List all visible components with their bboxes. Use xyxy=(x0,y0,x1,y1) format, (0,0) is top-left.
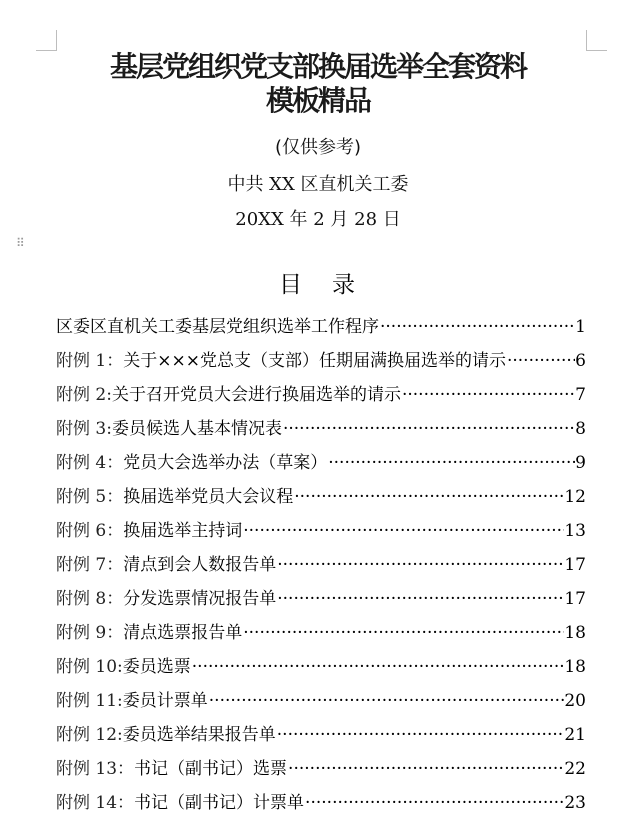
document-title-line-1: 基层党组织党支部换届选举全套资料 xyxy=(109,50,526,83)
toc-entry-prefix: 附例 4： xyxy=(56,453,124,473)
toc-entry-page: 7 xyxy=(575,385,586,405)
toc-entry-page: 12 xyxy=(564,487,586,507)
toc-entry-label xyxy=(56,656,191,678)
toc-entry-label xyxy=(56,758,287,780)
toc-entry-page: 17 xyxy=(564,589,586,609)
toc-entry-page: 1 xyxy=(575,317,586,337)
table-of-contents xyxy=(56,304,586,814)
toc-entry-prefix: 附例 2: xyxy=(56,385,112,405)
toc-entry-page: 21 xyxy=(564,725,586,745)
toc-entry[interactable] xyxy=(56,474,586,508)
toc-entry-prefix: 附例 14： xyxy=(56,793,135,813)
toc-entry-page: 13 xyxy=(564,521,586,541)
toc-entry-leader xyxy=(401,384,575,406)
toc-entry-label xyxy=(56,452,327,474)
toc-entry-prefix: 附例 9： xyxy=(56,623,124,643)
toc-entry-label xyxy=(56,350,506,372)
toc-entry-prefix: 附例 11: xyxy=(56,691,123,711)
toc-entry-leader xyxy=(379,316,575,338)
toc-entry-label xyxy=(56,418,282,440)
toc-entry-leader xyxy=(208,690,565,712)
crop-mark-top-left xyxy=(36,30,57,51)
toc-entry-text: 分发选票情况报告单 xyxy=(123,589,277,609)
toc-entry-label xyxy=(56,384,401,406)
toc-entry-label xyxy=(56,690,208,712)
toc-entry[interactable] xyxy=(56,508,586,542)
toc-entry-text: 委员候选人基本情况表 xyxy=(111,419,282,439)
toc-entry-prefix: 附例 6： xyxy=(56,521,124,541)
toc-entry-page: 23 xyxy=(564,793,586,813)
toc-entry[interactable] xyxy=(56,338,586,372)
toc-entry-leader xyxy=(191,656,565,678)
toc-entry-leader xyxy=(276,724,565,746)
toc-entry[interactable] xyxy=(56,610,586,644)
toc-entry-label xyxy=(56,520,242,542)
crop-mark-top-right xyxy=(586,30,607,51)
toc-entry-prefix: 附例 5： xyxy=(56,487,124,507)
toc-entry-text: 清点到会人数报告单 xyxy=(123,555,277,575)
toc-entry[interactable] xyxy=(56,542,586,576)
toc-entry[interactable] xyxy=(56,780,586,814)
toc-entry-leader xyxy=(293,486,564,508)
toc-entry-leader xyxy=(242,622,564,644)
toc-entry-page: 20 xyxy=(564,691,586,711)
toc-entry-prefix: 附例 7： xyxy=(56,555,124,575)
toc-entry-text: 换届选举主持词 xyxy=(123,521,243,541)
toc-entry-page: 6 xyxy=(575,351,586,371)
toc-entry-label xyxy=(56,724,276,746)
toc-entry-page: 8 xyxy=(575,419,586,439)
toc-entry-page: 17 xyxy=(564,555,586,575)
toc-entry-text: 关于召开党员大会进行换届选举的请示 xyxy=(111,385,401,405)
toc-entry-page: 22 xyxy=(564,759,586,779)
toc-entry-leader xyxy=(287,758,564,780)
drag-handle-icon[interactable]: ⠿ xyxy=(16,236,24,250)
toc-entry-label xyxy=(56,316,379,338)
toc-entry-leader xyxy=(327,452,575,474)
toc-entry-leader xyxy=(304,792,564,814)
toc-entry-label xyxy=(56,554,276,576)
toc-entry-page: 18 xyxy=(564,623,586,643)
document-organization: 中共 XX 区直机关工委 xyxy=(227,174,409,195)
toc-entry-text: 清点选票报告单 xyxy=(123,623,243,643)
toc-entry-leader xyxy=(282,418,575,440)
document-subtitle: (仅供参考) xyxy=(274,137,362,158)
toc-entry[interactable] xyxy=(56,746,586,780)
toc-entry[interactable] xyxy=(56,372,586,406)
toc-entry-prefix: 附例 13： xyxy=(56,759,135,779)
toc-entry-text: 委员计票单 xyxy=(122,691,208,711)
toc-entry-text: 书记（副书记）计票单 xyxy=(134,793,305,813)
toc-entry-text: 书记（副书记）选票 xyxy=(134,759,288,779)
toc-entry[interactable] xyxy=(56,712,586,746)
toc-entry-page: 9 xyxy=(575,453,586,473)
toc-entry[interactable] xyxy=(56,678,586,712)
toc-entry[interactable] xyxy=(56,304,586,338)
toc-entry[interactable] xyxy=(56,440,586,474)
toc-entry-prefix: 附例 8： xyxy=(56,589,124,609)
toc-entry-label xyxy=(56,588,276,610)
toc-entry-prefix: 附例 12: xyxy=(56,725,123,745)
toc-entry-label xyxy=(56,792,304,814)
toc-entry[interactable] xyxy=(56,644,586,678)
toc-entry-text: 区委区直机关工委基层党组织选举工作程序 xyxy=(56,317,379,337)
toc-entry-prefix: 附例 3: xyxy=(56,419,112,439)
document-date: 20XX 年 2 月 28 日 xyxy=(235,209,401,230)
toc-entry[interactable] xyxy=(56,576,586,610)
toc-entry-leader xyxy=(276,554,564,576)
toc-entry-text: 关于×××党总支（支部）任期届满换届选举的请示 xyxy=(123,351,506,371)
toc-entry-text: 委员选举结果报告单 xyxy=(122,725,276,745)
toc-entry-text: 换届选举党员大会议程 xyxy=(123,487,294,507)
document-title-line-2: 模板精品 xyxy=(265,84,370,117)
toc-entry-leader xyxy=(276,588,564,610)
toc-entry-label xyxy=(56,486,293,508)
toc-heading: 目录 xyxy=(279,272,385,298)
toc-entry-text: 委员选票 xyxy=(122,657,191,677)
toc-entry-label xyxy=(56,622,242,644)
toc-entry-page: 18 xyxy=(564,657,586,677)
toc-entry-leader xyxy=(242,520,564,542)
toc-entry[interactable] xyxy=(56,406,586,440)
toc-entry-prefix: 附例 1： xyxy=(56,351,124,371)
toc-entry-text: 党员大会选举办法（草案） xyxy=(123,453,328,473)
toc-entry-prefix: 附例 10: xyxy=(56,657,123,677)
document-title xyxy=(0,50,636,118)
toc-entry-leader xyxy=(506,350,575,372)
